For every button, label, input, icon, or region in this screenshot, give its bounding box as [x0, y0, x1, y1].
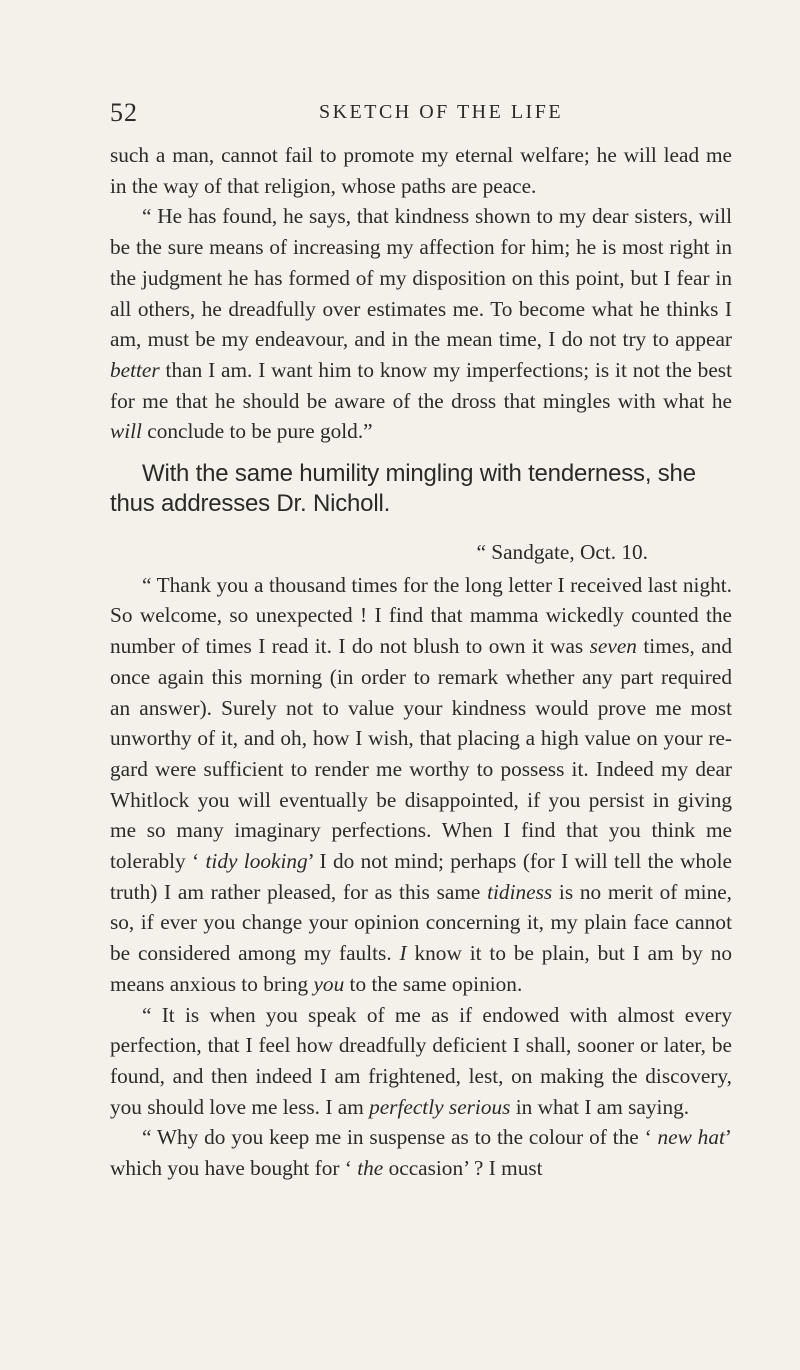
text-run: conclude to be pure gold.”	[141, 419, 373, 444]
paragraph	[110, 201, 732, 447]
emphasis: will	[110, 419, 142, 444]
paragraph	[110, 1000, 732, 1123]
emphasis: new hat	[657, 1125, 725, 1150]
text-run: to the same opinion.	[344, 971, 523, 996]
text-run: is no merit of mine, so, if ever you change your opinion concerning it, my plain face cannot be considered among my faults.	[110, 879, 732, 966]
text-run: such a man, cannot fail to promote my eternal welfare; he will lead me in the way of that religion, whose paths are peace.	[110, 143, 732, 198]
text-run: “ He has found, he says, that kindness shown to my dear sisters, will be the sure means of increasing my affection for him; he is most right in the judgment he has formed of my disposition on this point, but I fear in all others, he dreadfully over estimates me. To become what he thinks I am, must be my endeavour, and in the mean time, I do not try to appear	[110, 204, 732, 352]
text-run: know it to be plain, but I am by no means anxious to bring	[110, 941, 732, 996]
emphasis: you	[313, 971, 345, 996]
text-run: occasion’ ? I must	[383, 1156, 543, 1181]
text-run: than I am. I want him to know my imperfections; is it not the best for me that he should be aware of the dross that mingles with what he	[110, 357, 732, 413]
text-run: “ It is when you speak of me as if endowed with almost every perfection, that I feel how dreadfully deficient I shall, sooner or later, be found, and then indeed I am frightened, lest, on making the discovery, you should love me less. I am	[110, 1002, 732, 1119]
text-run: “ Why do you keep me in suspense as to the colour of the ‘	[142, 1125, 658, 1150]
paragraph	[110, 1122, 732, 1183]
lead-in-heading: With the same humility mingling with tenderness, she thus addresses Dr. Nicholl.	[110, 460, 696, 518]
page-number: 52	[110, 98, 138, 127]
text-run: ’ which you have bought for ‘	[110, 1125, 732, 1181]
emphasis: perfectly serious	[369, 1094, 511, 1119]
emphasis: better	[110, 357, 160, 382]
letter-dateline: “ Sandgate, Oct. 10.	[476, 540, 648, 565]
emphasis: I	[399, 941, 407, 966]
text-run: in what I am saying.	[510, 1094, 690, 1119]
paragraph	[110, 140, 732, 201]
text-run: times, and once again this morning (in order to remark whether any part required an answer). Surely not to value your kindness would prove me most unworthy of it, and oh, how I wish, that placing a high value on your re-gard were sufficient to render me worthy to possess it. Indeed my dear Whitlock you will eventually be disappointed, if you persist in giving me so many imaginary perfections. When I find that you think me tolerably ‘	[110, 634, 732, 874]
emphasis: tidiness	[487, 879, 553, 904]
text-run: “ Thank you a thousand times for the long letter I received last night. So welcome, so unexpected ! I find that mamma wickedly counted the number of times I read it. I do not blush to own it was	[110, 572, 732, 659]
emphasis: seven	[589, 634, 637, 659]
text-run: ’ I do not mind; perhaps (for I will tell the whole truth) I am rather pleased, for as this same	[110, 849, 733, 904]
running-head: SKETCH OF THE LIFE	[318, 101, 564, 123]
emphasis: the	[357, 1156, 384, 1181]
emphasis: tidy looking	[205, 849, 308, 874]
page-header	[110, 98, 732, 128]
body-text	[110, 140, 732, 1184]
paragraph	[110, 570, 732, 1000]
